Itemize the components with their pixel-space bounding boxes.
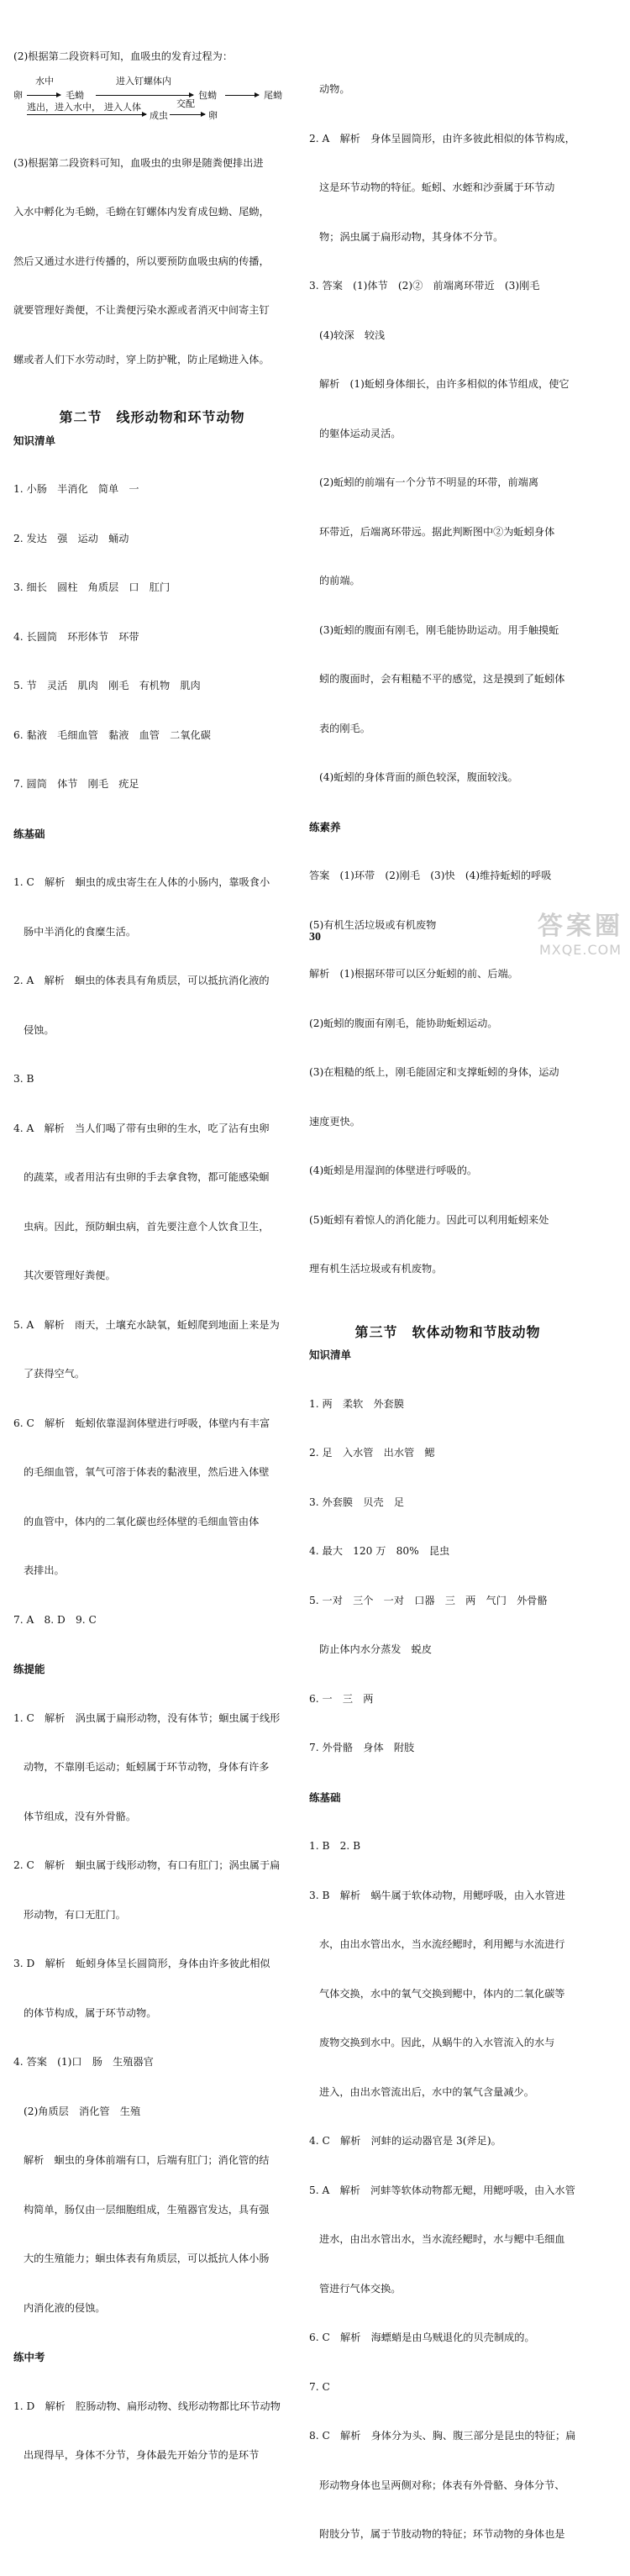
text-line: 的血管中，体内的二氧化碳也经体壁的毛细血管由体 (24, 1515, 260, 1527)
arrow-right-icon (170, 114, 205, 115)
text-line: 进入，由出水管流出后，水中的氧气含量减少。 (319, 2085, 534, 2098)
list-item: 4. 最大 120 万 80% 昆虫 (309, 1545, 450, 1557)
text-line: 物；涡虫属于扁形动物，其身体不分节。 (319, 230, 504, 243)
text-line: 3. B 解析 蜗牛属于软体动物，用鳃呼吸，由入水管进 (309, 1889, 565, 1901)
text-line: 6. C 解析 蚯蚓依靠湿润体壁进行呼吸，体壁内有丰富 (13, 1417, 270, 1429)
flow-egg: 卵 (13, 89, 23, 101)
left-column (13, 0, 291, 2497)
text-line: 解析 蛔虫的身体前端有口，后端有肛门；消化管的结 (24, 2154, 270, 2166)
text-line: 表排出。 (24, 1564, 65, 1576)
text-line: 动物，不靠刚毛运动；蚯蚓属于环节动物，身体有许多 (24, 1761, 270, 1773)
list-item: 1. 两 柔软 外套膜 (309, 1397, 405, 1410)
knowledge-heading: 知识清单 (309, 1348, 352, 1361)
text-line: 内消化液的侵蚀。 (24, 2301, 106, 2314)
text-line: 1. C 解析 蛔虫的成虫寄生在人体的小肠内，靠吸食小 (13, 876, 270, 888)
list-item: 5. 一对 三个 一对 口器 三 两 气门 外骨骼 (309, 1594, 548, 1606)
text-line: 了获得空气。 (24, 1368, 86, 1380)
text-line: 就要管理好粪便，不让粪便污染水源或者消灭中间寄主钉 (13, 304, 270, 316)
text-line: 废物交换到水中。因此，从蜗牛的入水管流入的水与 (319, 2037, 555, 2048)
list-item: 防止体内水分蒸发 蜕皮 (319, 1643, 433, 1655)
text-line: 表的刚毛。 (319, 722, 370, 734)
text-line: 解析 (1)根据环带可以区分蚯蚓的前、后端。 (309, 968, 518, 980)
flow-egg-end: 卵 (208, 109, 218, 121)
text-line: 肠中半消化的食糜生活。 (24, 925, 137, 938)
text-line: 4. C 解析 河蚌的运动器官是 3(斧足)。 (309, 2135, 501, 2147)
text-line: (5)蚯蚓有着惊人的消化能力。因此可以利用蚯蚓来处 (309, 1213, 549, 1226)
flow-cercaria: 尾蚴 (264, 89, 282, 101)
text-line: 3. D 解析 蚯蚓身体呈长圆筒形，身体由许多彼此相似 (13, 1958, 270, 1969)
text-line: 大的生殖能力；蛔虫体表有角质层，可以抵抗人体小肠 (24, 2253, 270, 2264)
text-line: 水，由出水管出水，当水流经鳃时，利用鳃与水流进行 (319, 1938, 565, 1950)
text-line: 体节组成，没有外骨骼。 (24, 1810, 137, 1822)
text-line: 管进行气体交换。 (319, 2282, 402, 2295)
text-line: 的蔬菜，或者用沾有虫卵的手去拿食物，都可能感染蛔 (24, 1171, 270, 1183)
list-item: 6. 黏液 毛细血管 黏液 血管 二氧化碳 (13, 728, 211, 741)
arrow-right-icon (27, 114, 146, 115)
improve-heading: 练提能 (13, 1663, 45, 1675)
text-line: 1. B 2. B (309, 1840, 361, 1852)
text-line: 然后又通过水进行传播的，所以要预防血吸虫病的传播， (13, 255, 270, 267)
text-line: 动物。 (319, 83, 350, 95)
exam-heading: 练中考 (13, 2351, 45, 2363)
list-item: 6. 一 三 两 (309, 1692, 374, 1705)
arrow-right-icon (27, 95, 60, 96)
text-line: (2)蚯蚓的前端有一个分节不明显的环带，前端离 (319, 476, 539, 488)
text-line: 理有机生活垃圾或有机废物。 (309, 1263, 443, 1275)
text-line: (3)在粗糙的纸上，刚毛能固定和支撑蚯蚓的身体，运动 (309, 1066, 559, 1078)
literacy-heading: 练素养 (309, 820, 341, 833)
text-line: 的前端。 (319, 575, 360, 586)
text-line: 蚓的腹面时，会有粗糙不平的感觉，这是摸到了蚯蚓体 (319, 673, 565, 685)
text-line: 附肢分节，属于节肢动物的特征；环节动物的身体也是 (319, 2528, 565, 2540)
text-line: 虫病。因此，预防蛔虫病，首先要注意个人饮食卫生， (24, 1220, 270, 1233)
list-item: 4. 长圆筒 环形体节 环带 (13, 630, 139, 643)
text-line: 1. C 解析 涡虫属于扁形动物，没有体节；蛔虫属于线形 (13, 1711, 281, 1724)
list-item: 7. 圆筒 体节 刚毛 疣足 (13, 778, 139, 790)
list-item: 3. 细长 圆柱 角质层 口 肛门 (13, 581, 171, 593)
flow-sporocyst: 包蚴 (198, 89, 217, 101)
top-spacer (309, 0, 586, 49)
flow-adult: 成虫 (150, 109, 168, 121)
list-item: 2. 足 入水管 出水管 鳃 (309, 1447, 435, 1459)
basic-answers (13, 842, 291, 1661)
text-line: 答案 (1)环带 (2)刚毛 (3)快 (4)维持蚯蚓的呼吸 (309, 870, 552, 881)
text-line: (3)蚯蚓的腹面有刚毛，刚毛能协助运动。用手触摸蚯 (319, 623, 559, 636)
text-line: 形动物身体也呈两侧对称；体表有外骨骼、身体分节、 (319, 2479, 565, 2491)
basic-heading: 练基础 (13, 827, 45, 840)
section-title: 第三节 软体动物和节肢动物 (354, 1323, 541, 1340)
page-number: 30 (309, 931, 321, 944)
top-spacer (13, 0, 291, 49)
text-line: 6. C 解析 海螵蛸是由乌贼退化的贝壳制成的。 (309, 2332, 535, 2343)
section-title: 第二节 线形动物和环节动物 (59, 409, 245, 425)
exam-answers (13, 2366, 291, 2497)
knowledge-heading: 知识清单 (13, 434, 56, 447)
list-item: 5. 节 灵活 肌肉 刚毛 有机物 肌肉 (13, 680, 201, 691)
development-flow-diagram (13, 66, 291, 123)
text-line: 7. C (309, 2380, 330, 2393)
text-line: 构简单，肠仅由一层细胞组成，生殖器官发达，具有强 (24, 2203, 270, 2216)
text-line: 5. A 解析 河蚌等软体动物都无鳃，用鳃呼吸，由入水管 (309, 2184, 575, 2196)
text-line: (4)较深 较浅 (319, 329, 386, 341)
text-line: 5. A 解析 雨天，土壤充水缺氧，蚯蚓爬到地面上来是为 (13, 1318, 280, 1331)
text-line: 的毛细血管，氧气可溶于体表的黏液里，然后进入体壁 (24, 1466, 270, 1478)
text-line: 的体节构成，属于环节动物。 (24, 2006, 157, 2019)
improve-answers (13, 1678, 291, 2350)
text-line: 其次要管理好粪便。 (24, 1270, 116, 1281)
flow-miracidium: 毛蚴 (66, 89, 84, 101)
arrow-right-icon (225, 95, 259, 96)
basic-answers (309, 1806, 586, 2576)
text-line: 侵蚀。 (24, 1023, 55, 1036)
text-line: 2. A 解析 身体呈圆筒形，由许多彼此相似的体节构成， (309, 132, 575, 145)
text-line: 速度更快。 (309, 1115, 360, 1128)
right-column (309, 0, 586, 2576)
text-line: 形动物，有口无肛门。 (24, 1908, 126, 1921)
text-line: 3. B (13, 1073, 34, 1085)
text-line: 7. A 8. D 9. C (13, 1613, 97, 1626)
paragraph-3 (13, 123, 291, 402)
text-line: (5)有机生活垃圾或有机废物 (309, 918, 437, 931)
text-line: 4. A 解析 当人们喝了带有虫卵的生水，吃了沾有虫卵 (13, 1122, 270, 1134)
text-line: 进水，由出水管出水，当水流经鳃时，水与鳃中毛细血 (319, 2233, 565, 2245)
list-item: 2. 发达 强 运动 蛹动 (13, 532, 129, 544)
text-line: (2)角质层 消化管 生殖 (24, 2105, 141, 2117)
text-line: 2. C 解析 蛔虫属于线形动物，有口有肛门；涡虫属于扁 (13, 1859, 281, 1871)
flow-into-snail-label: 进入钉螺体内 (116, 75, 171, 87)
text-line: (4)蚯蚓是用湿润的体壁进行呼吸的。 (309, 1164, 478, 1176)
text-line: 2. A 解析 蛔虫的体表具有角质层，可以抵抗消化液的 (13, 975, 270, 986)
knowledge-list (309, 1364, 586, 1790)
flow-water-label: 水中 (35, 75, 54, 87)
text-line: 的躯体运动灵活。 (319, 427, 402, 439)
list-item: 7. 外骨骼 身体 附肢 (309, 1742, 415, 1753)
basic-heading: 练基础 (309, 1790, 341, 1804)
watermark-url: MXQE.COM (538, 942, 622, 958)
text-line: 这是环节动物的特征。蚯蚓、水蛭和沙蚕属于环节动 (319, 181, 555, 193)
watermark-text: 答案圈 (538, 912, 623, 941)
list-item: 3. 外套膜 贝壳 足 (309, 1496, 405, 1508)
flow-mating-label: 交配 (176, 97, 195, 109)
text-line: 螺或者人们下水劳动时，穿上防护靴，防止尾蚴进入体。 (13, 353, 270, 365)
text-line: 出现得早，身体不分节，身体最先开始分节的是环节 (24, 2449, 260, 2461)
text-line: 气体交换，水中的氧气交换到鳃中，体内的二氧化碳等 (319, 1987, 565, 2000)
flow-escape-label: 逃出，进入水中， (27, 101, 101, 113)
text-line: 8. C 解析 身体分为头、胸、腹三部分是昆虫的特征；扁 (309, 2430, 576, 2442)
text-line: 解析 (1)蚯蚓身体细长，由许多相似的体节组成，使它 (319, 378, 570, 390)
text-line: 4. 答案 (1)口 肠 生殖器官 (13, 2056, 154, 2068)
knowledge-list (13, 449, 291, 826)
list-item: 1. 小肠 半消化 简单 一 (13, 483, 139, 495)
flow-into-human-label: 进入人体 (104, 101, 141, 113)
text-line: (4)蚯蚓的身体背面的颜色较深，腹面较浅。 (319, 771, 518, 783)
text-line: 环带近，后端离环带远。据此判断图中②为蚯蚓身体 (319, 525, 555, 538)
text-line: (2)蚯蚓的腹面有刚毛，能协助蚯蚓运动。 (309, 1017, 498, 1029)
continued-answers (309, 49, 586, 819)
text-line: (3)根据第二段资料可知，血吸虫的虫卵是随粪便排出进 (13, 156, 264, 169)
text-line: 1. D 解析 腔肠动物、扁形动物、线形动物都比环节动物 (13, 2400, 281, 2412)
text-line: 3. 答案 (1)体节 (2)② 前端离环带近 (3)刚毛 (309, 280, 540, 292)
text-line: 入水中孵化为毛蚴，毛蚴在钉螺体内发育成包蚴、尾蚴， (13, 206, 270, 218)
watermark-logo (538, 905, 623, 958)
paragraph-2: (2)根据第二段资料可知，血吸虫的发育过程为： (13, 50, 234, 62)
